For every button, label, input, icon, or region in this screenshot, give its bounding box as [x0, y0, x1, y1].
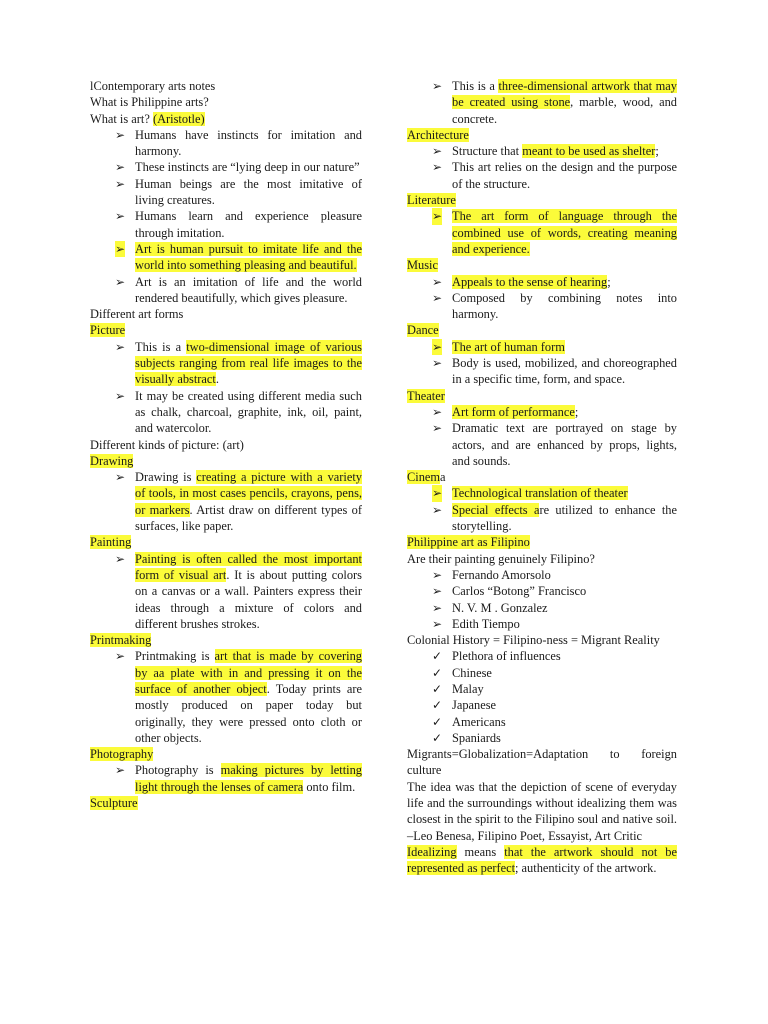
arrow-bullet-icon: ➢ — [115, 388, 126, 403]
list-item: ➢ Carlos “Botong” Francisco — [432, 584, 587, 599]
list-item: ✓ Plethora of influences — [432, 649, 561, 664]
filipino-question: Are their painting genuinely Filipino? — [407, 551, 595, 566]
migrants-text: Migrants=Globalization=Adaptation to foreign culture — [407, 747, 677, 778]
check-icon: ✓ — [432, 698, 443, 713]
list-item: ➢ Painting is often called the most important form of visual art. It is about putting colors on a canvas or a wall. Painters express their ideas through a mixture of colors and different brushes strokes. — [115, 551, 362, 631]
list-item: ✓ Malay — [432, 681, 484, 696]
list-item: ➢ Printmaking is art that is made by covering by aa plate with in and pressing it on the surface of another object. Today prints are mostly produced on paper today but originally, they were pressed onto cloth or other objects. — [115, 649, 362, 745]
arrow-bullet-icon: ➢ — [432, 567, 443, 582]
list-item: ➢ Body is used, mobilized, and choreographed in a specific time, form, and space. — [432, 356, 677, 387]
list-item: ➢ Special effects are utilized to enhance the storytelling. — [432, 502, 677, 534]
list-item: ➢ The art form of language through the combined use of words, creating meaning and experience. — [432, 209, 677, 256]
list-item: ➢ Structure that meant to be used as shelter; — [432, 144, 659, 159]
arrow-bullet-icon: ➢ — [115, 649, 126, 664]
arrow-bullet-icon: ➢ — [432, 339, 443, 354]
arrow-bullet-icon: ➢ — [432, 79, 443, 93]
check-icon: ✓ — [432, 714, 443, 729]
arrow-bullet-icon: ➢ — [432, 160, 443, 175]
arrow-bullet-icon: ➢ — [432, 584, 443, 599]
arrow-bullet-icon: ➢ — [115, 176, 126, 191]
arrow-bullet-icon: ➢ — [432, 404, 443, 419]
arrow-bullet-icon: ➢ — [115, 160, 126, 175]
colonial-history-text: Colonial History = Filipino-ness = Migrant Reality — [407, 633, 660, 648]
list-item: ➢ The art of human form — [432, 339, 565, 354]
arrow-bullet-icon: ➢ — [432, 274, 443, 289]
arrow-bullet-icon: ➢ — [115, 127, 126, 142]
check-icon: ✓ — [432, 730, 443, 745]
list-item: ➢ Drawing is creating a picture with a variety of tools, in most cases pencils, crayons, pens, or markers. Artist draw on different types of surfaces, like paper. — [115, 470, 362, 534]
list-item: ➢ Human beings are the most imitative of living creatures. — [115, 176, 362, 208]
arrow-bullet-icon: ➢ — [432, 600, 443, 615]
arrow-bullet-icon: ➢ — [432, 616, 443, 631]
list-item: ➢ This art relies on the design and the purpose of the structure. — [432, 160, 677, 191]
arrow-bullet-icon: ➢ — [115, 339, 126, 354]
list-item: ➢ N. V. M . Gonzalez — [432, 600, 548, 615]
list-item: ➢ Composed by combining notes into harmony. — [432, 290, 677, 322]
list-item: ➢ Dramatic text are portrayed on stage by actors, and are enhanced by props, lights, and sounds. — [432, 421, 677, 468]
list-item: ➢ Technological translation of theater — [432, 486, 628, 501]
arrow-bullet-icon: ➢ — [115, 274, 126, 289]
question-philippine-arts: What is Philippine arts? — [90, 95, 209, 110]
question-what-is-art: What is art? (Aristotle) — [90, 111, 205, 126]
list-item: ➢ These instincts are “lying deep in our nature” — [115, 160, 360, 175]
dance-heading: Dance — [407, 323, 439, 338]
left-column — [90, 78, 362, 811]
arrow-bullet-icon: ➢ — [432, 356, 443, 371]
list-item: ➢ Humans have instincts for imitation and harmony. — [115, 127, 362, 159]
arrow-bullet-icon: ➢ — [432, 486, 443, 501]
arrow-bullet-icon: ➢ — [115, 763, 126, 778]
list-item: ✓ Japanese — [432, 698, 497, 713]
list-item: ➢ Art is an imitation of life and the world rendered beautifully, which gives pleasure. — [115, 274, 362, 305]
list-item: ✓ Americans — [432, 714, 506, 729]
kinds-of-picture-heading: Different kinds of picture: (art) — [90, 437, 244, 452]
theater-heading: Theater — [407, 388, 445, 403]
arrow-bullet-icon: ➢ — [432, 421, 443, 436]
list-item: ➢ Appeals to the sense of hearing; — [432, 274, 611, 289]
arrow-bullet-icon: ➢ — [432, 144, 443, 159]
arrow-bullet-icon: ➢ — [115, 209, 126, 224]
arrow-bullet-icon: ➢ — [432, 290, 443, 305]
cinema-heading: Cinema — [407, 470, 446, 485]
list-item: ✓ Spaniards — [432, 730, 501, 745]
literature-heading: Literature — [407, 193, 456, 208]
list-item: ✓ Chinese — [432, 665, 492, 680]
list-item: ➢ It may be created using different media such as chalk, charcoal, graphite, ink, oil, paint, and watercolor. — [115, 388, 362, 436]
list-item: ➢ Art form of performance; — [432, 404, 579, 419]
art-forms-heading: Different art forms — [90, 307, 184, 322]
document-title: lContemporary arts notes — [90, 79, 216, 93]
list-item: ➢ Fernando Amorsolo — [432, 567, 551, 582]
drawing-heading: Drawing — [90, 453, 134, 468]
printmaking-heading: Printmaking — [90, 633, 152, 648]
arrow-bullet-icon: ➢ — [115, 241, 126, 256]
list-item: ➢ Humans learn and experience pleasure through imitation. — [115, 209, 362, 240]
list-item: ➢ Photography is making pictures by letting light through the lenses of camera onto film. — [115, 763, 362, 794]
list-item: ➢ This is a three-dimensional artwork that may be created using stone, marble, wood, and concrete. — [432, 79, 677, 126]
photography-heading: Photography — [90, 747, 154, 762]
idea-paragraph: The idea was that the depiction of scene of everyday life and the surroundings without idealizing them was closest in the spirit to the Filipino soul and native soil. –Leo Benesa, Filipino Poet, Essayist, Art Critic — [407, 779, 677, 843]
filipino-heading: Philippine art as Filipino — [407, 535, 530, 550]
list-item: ➢ Art is human pursuit to imitate life and the world into something pleasing and beautiful. — [115, 241, 362, 273]
arrow-bullet-icon: ➢ — [432, 209, 443, 224]
sculpture-heading: Sculpture — [90, 796, 138, 811]
architecture-heading: Architecture — [407, 127, 469, 142]
picture-heading: Picture — [90, 323, 126, 338]
idealizing-paragraph: Idealizing means that the artwork should not be represented as perfect; authenticity of the artwork. — [407, 844, 678, 876]
music-heading: Music — [407, 258, 438, 273]
arrow-bullet-icon: ➢ — [432, 502, 443, 517]
painting-heading: Painting — [90, 535, 132, 550]
check-icon: ✓ — [432, 649, 443, 664]
list-item: ➢ Edith Tiempo — [432, 616, 520, 631]
right-column — [407, 78, 677, 877]
list-item: ➢ This is a two-dimensional image of various subjects ranging from real life images to the visually abstract. — [115, 339, 362, 387]
arrow-bullet-icon: ➢ — [115, 470, 126, 485]
aristotle-label: (Aristotle) — [152, 111, 205, 126]
check-icon: ✓ — [432, 681, 443, 696]
arrow-bullet-icon: ➢ — [115, 551, 126, 566]
check-icon: ✓ — [432, 665, 443, 680]
